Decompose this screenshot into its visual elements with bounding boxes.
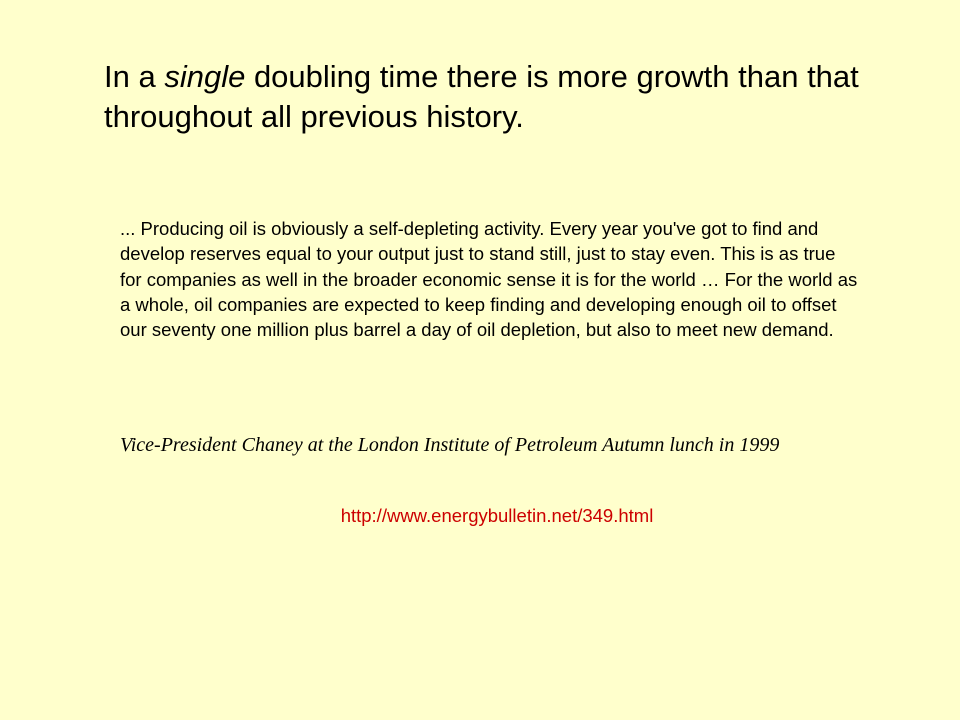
source-link[interactable]: http://www.energybulletin.net/349.html [340, 505, 654, 526]
title-rest-text: doubling time there is more growth than that throughout all previous history. [104, 59, 859, 134]
title-emphasis-text: single [164, 59, 246, 94]
slide-title [104, 57, 904, 137]
title-lead-text: In a [104, 59, 165, 94]
quote-attribution: Vice-President Chaney at the London Institute of Petroleum Autumn lunch in 1999 [120, 434, 780, 456]
quote-text: ... Producing oil is obviously a self-depleting activity. Every year you've got to find and develop reserves equal to your output just to stand still, just to stay even. This is as true for companies as well in the broader economic sense it is for the world … For the world as a whole, oil companies are expected to keep finding and developing enough oil to offset our seventy one million plus barrel a day of oil depletion, but also to meet new demand. [120, 218, 858, 341]
